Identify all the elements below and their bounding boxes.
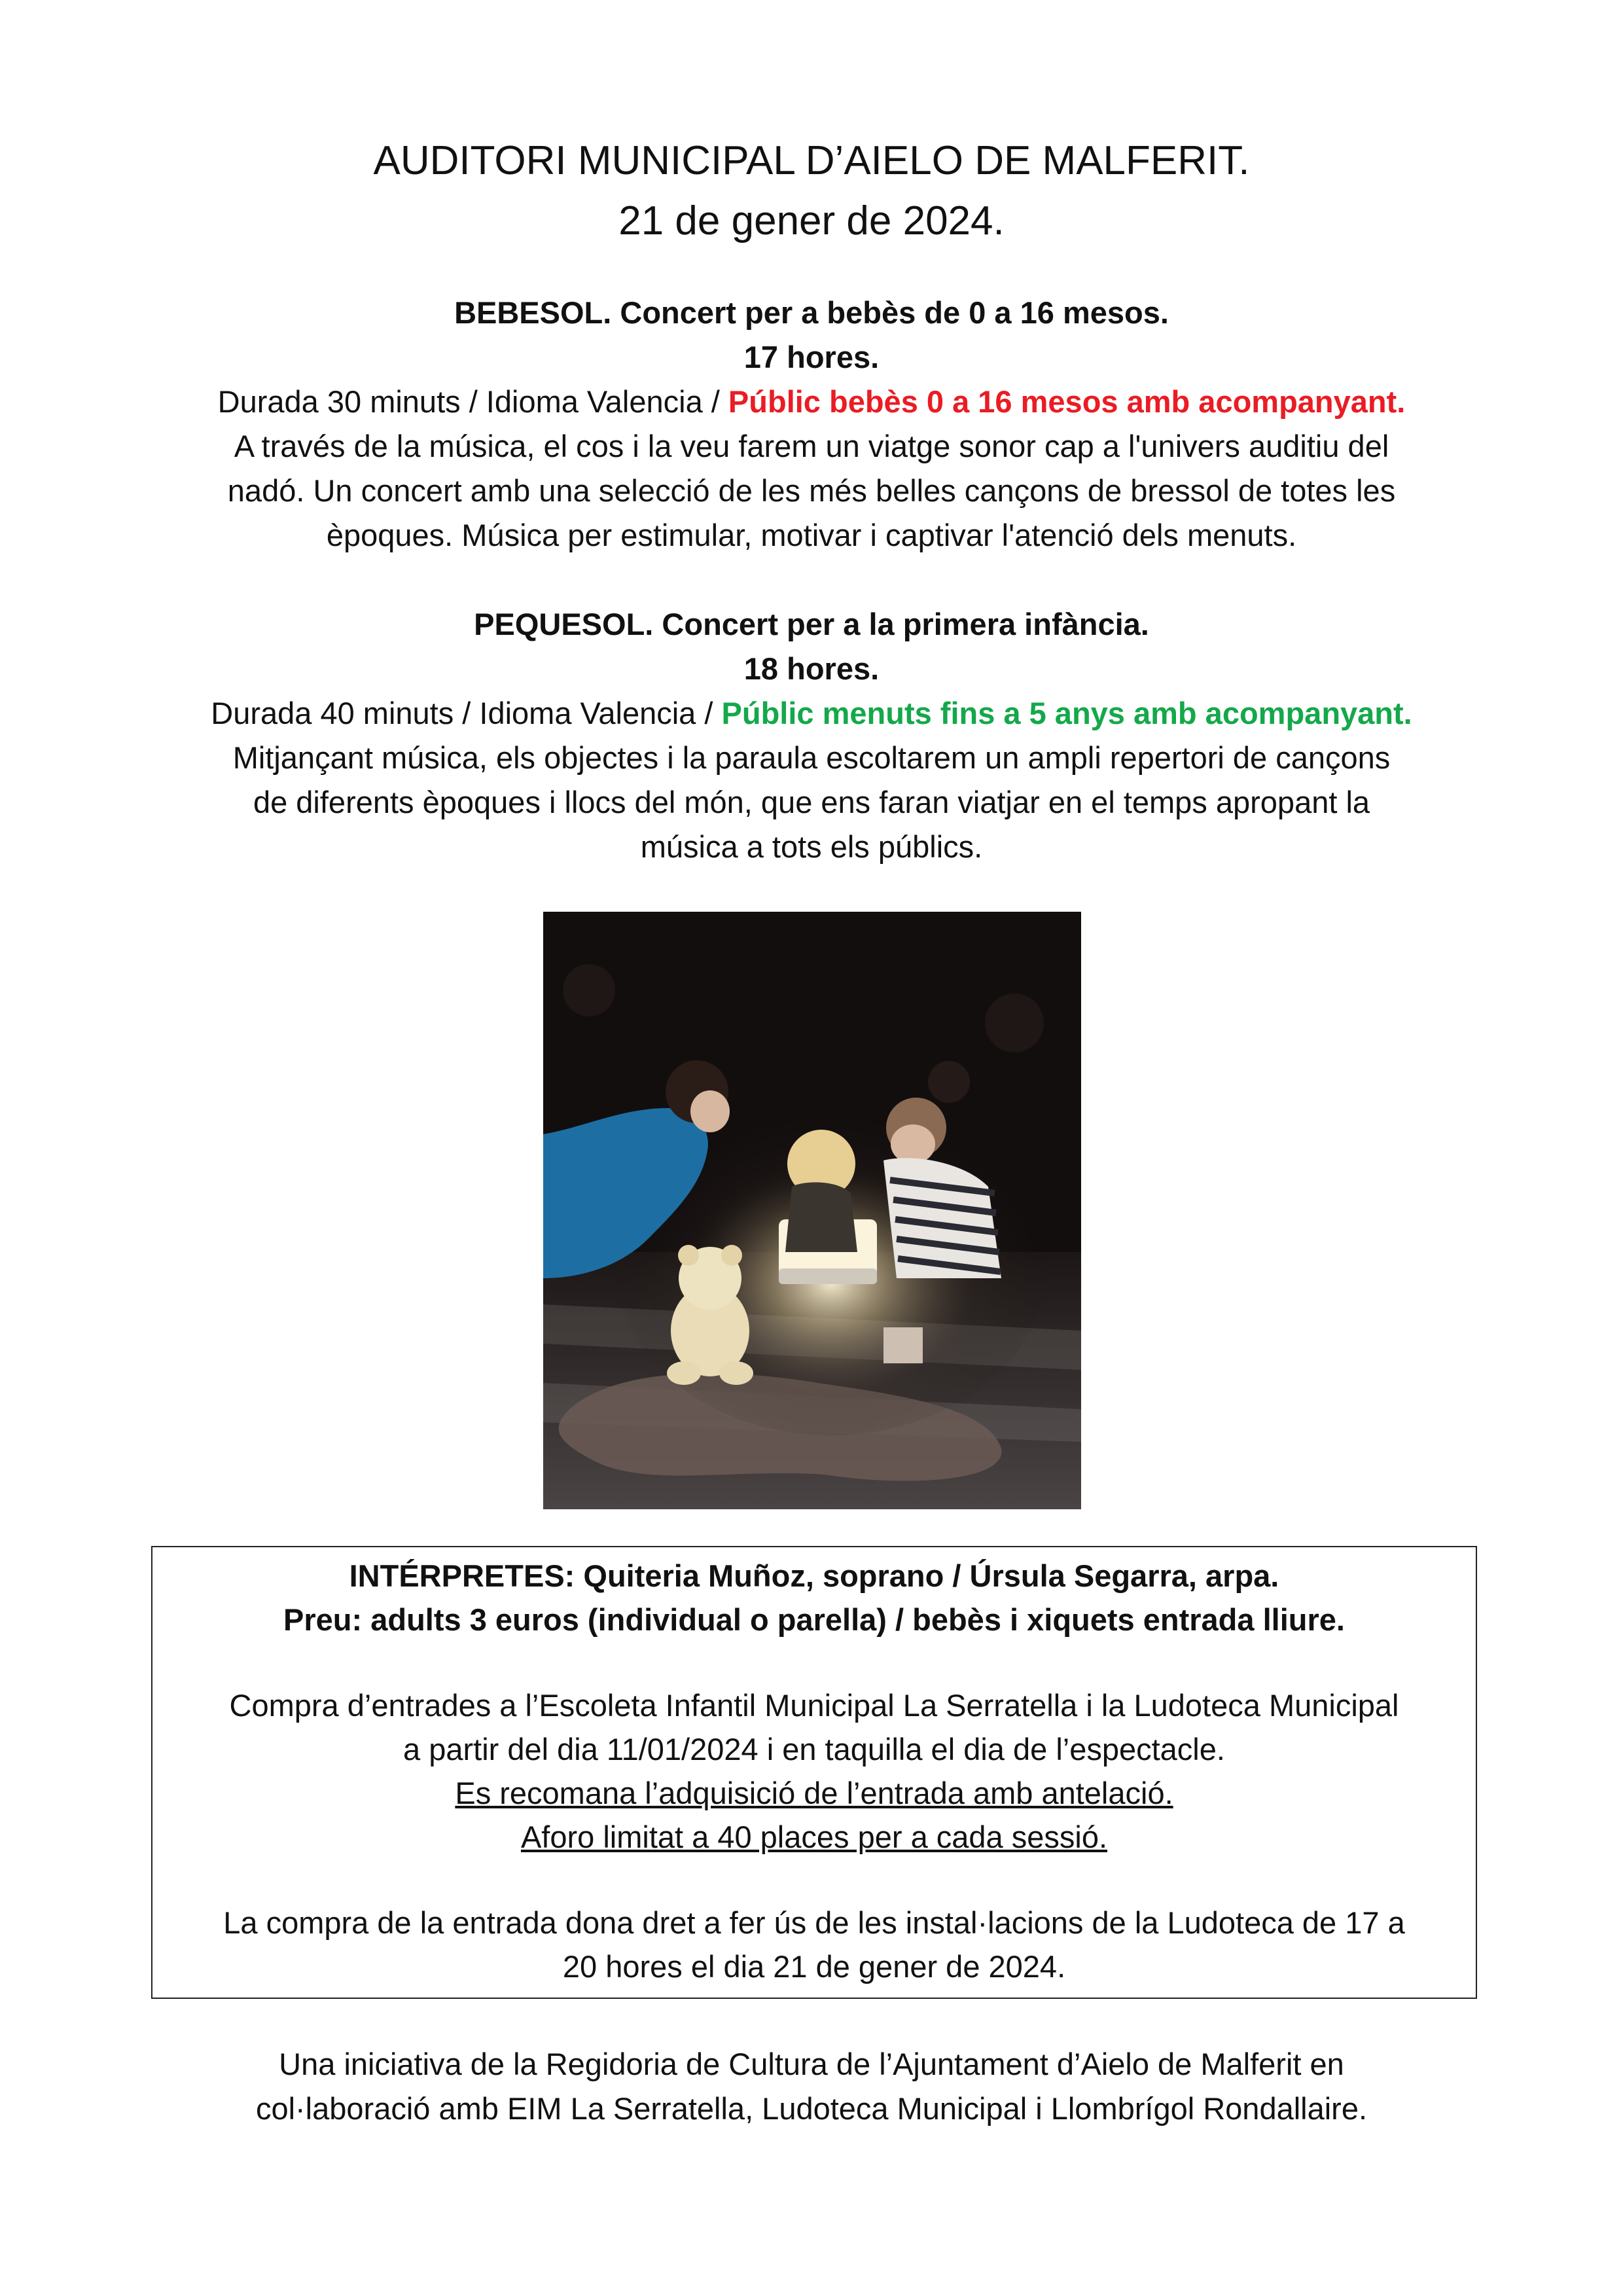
bebesol-time: 17 hores. [743,340,880,374]
concert-photo [543,912,1081,1509]
pequesol-details [157,691,1466,736]
bebesol-description-line: A través de la música, el cos i la veu farem un viatge sonor cap a l'univers auditiu del [234,429,1389,463]
purchase-info-line: a partir del dia 11/01/2024 i en taquilla el dia de l’espectacle. [403,1732,1225,1767]
pequesol-time: 18 hores. [743,651,880,686]
price: Preu: adults 3 euros (individual o parella) / bebès i xiquets entrada lliure. [283,1602,1345,1637]
footer-credits [157,2042,1466,2131]
pequesol-description-line: música a tots els públics. [640,829,983,864]
bebesol-section [157,291,1466,558]
venue-title: AUDITORI MUNICIPAL D’AIELO DE MALFERIT. [373,138,1250,183]
access-info-line: 20 hores el dia 21 de gener de 2024. [562,1949,1066,1984]
bebesol-description-line: èpoques. Música per estimular, motivar i captivar l'atenció dels menuts. [326,518,1297,552]
access-info-line: La compra de la entrada dona dret a fer ús de les instal·lacions de la Ludoteca de 17 a [223,1905,1405,1940]
purchase-info-line: Compra d’entrades a l’Escoleta Infantil Municipal La Serratella i la Ludoteca Municipal [229,1688,1399,1723]
info-box [151,1546,1477,1999]
footer-line: col·laboració amb EIM La Serratella, Ludoteca Municipal i Llombrígol Rondallaire. [255,2091,1368,2126]
pequesol-audience: Públic menuts fins a 5 anys amb acompanyant. [721,696,1412,730]
pequesol-description-line: Mitjançant música, els objectes i la paraula escoltarem un ampli repertori de cançons [232,740,1391,775]
recommendation-note: Es recomana l’adquisició de l’entrada amb antelació. [455,1776,1173,1810]
capacity-note: Aforo limitat a 40 places per a cada sessió. [520,1820,1108,1854]
event-date: 21 de gener de 2024. [618,198,1005,243]
footer-line: Una iniciativa de la Regidoria de Cultura de l’Ajuntament d’Aielo de Malferit en [279,2047,1344,2081]
performers: INTÉRPRETES: Quiteria Muñoz, soprano / Úrsula Segarra, arpa. [349,1558,1279,1593]
spacer [152,1641,1476,1683]
pequesol-section [157,602,1466,869]
bebesol-details [157,380,1466,424]
event-header [157,131,1466,251]
pequesol-description-line: de diferents èpoques i llocs del món, que ens faran viatjar en el temps apropant la [253,785,1370,819]
pequesol-title: PEQUESOL. Concert per a la primera infància. [474,607,1149,641]
bebesol-details-prefix: Durada 30 minuts / Idioma Valencia / [217,384,728,419]
bebesol-audience: Públic bebès 0 a 16 mesos amb acompanyant. [728,384,1406,419]
bebesol-description-line: nadó. Un concert amb una selecció de les més belles cançons de bressol de totes les [227,473,1396,508]
pequesol-details-prefix: Durada 40 minuts / Idioma Valencia / [211,696,722,730]
spacer [152,1859,1476,1901]
bebesol-title: BEBESOL. Concert per a bebès de 0 a 16 mesos. [454,295,1169,330]
